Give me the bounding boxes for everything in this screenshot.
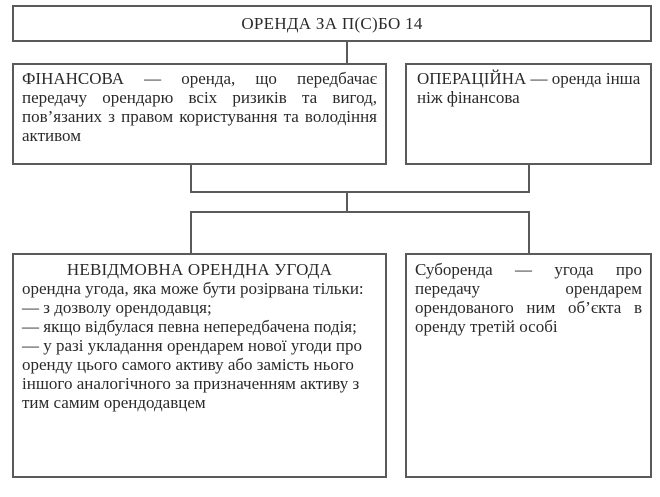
operational-lease-text: ОПЕРАЦІЙНА — оренда інша ніж фінансова (417, 69, 641, 107)
connector-lower-horizontal (190, 211, 530, 213)
connector-nev-drop (190, 211, 192, 253)
connector-middle-stem (346, 191, 348, 212)
connector-title-stem (346, 42, 348, 63)
sublease-text: Суборенда — угода про передачу орендарем орендованого ним об’єкта в оренду третій особі (415, 260, 642, 336)
financial-lease-box (12, 63, 387, 165)
connector-oper-drop (528, 165, 530, 192)
financial-lease-text: ФІНАНСОВА — оренда, що передбачає передачу орендарю всіх ризиків та вигод, пов’язаних з правом користування та володіння активом (22, 69, 377, 145)
connector-sub-drop (528, 211, 530, 253)
non-cancellable-heading: НЕВІДМОВНА ОРЕНДНА УГОДА (66, 260, 333, 279)
connector-upper-horizontal (190, 191, 530, 193)
non-cancellable-line: орендна угода, яка може бути розірвана тільки: (22, 279, 364, 298)
sublease-box (405, 253, 652, 478)
connector-fin-drop (190, 165, 192, 192)
non-cancellable-line: — якщо відбулася певна непередбачена подія; (22, 317, 357, 336)
non-cancellable-lease-box (12, 253, 387, 478)
operational-lease-box (405, 63, 652, 165)
title-box (12, 5, 652, 42)
diagram-title: ОРЕНДА ЗА П(С)БО 14 (241, 14, 423, 33)
non-cancellable-line: — у разі укладання орендарем нової угоди про оренду цього самого активу або замість нього іншого аналогічного за призначенням активу з тим самим орендодавцем (22, 336, 363, 412)
non-cancellable-line: — з дозволу орендодавця; (22, 298, 212, 317)
